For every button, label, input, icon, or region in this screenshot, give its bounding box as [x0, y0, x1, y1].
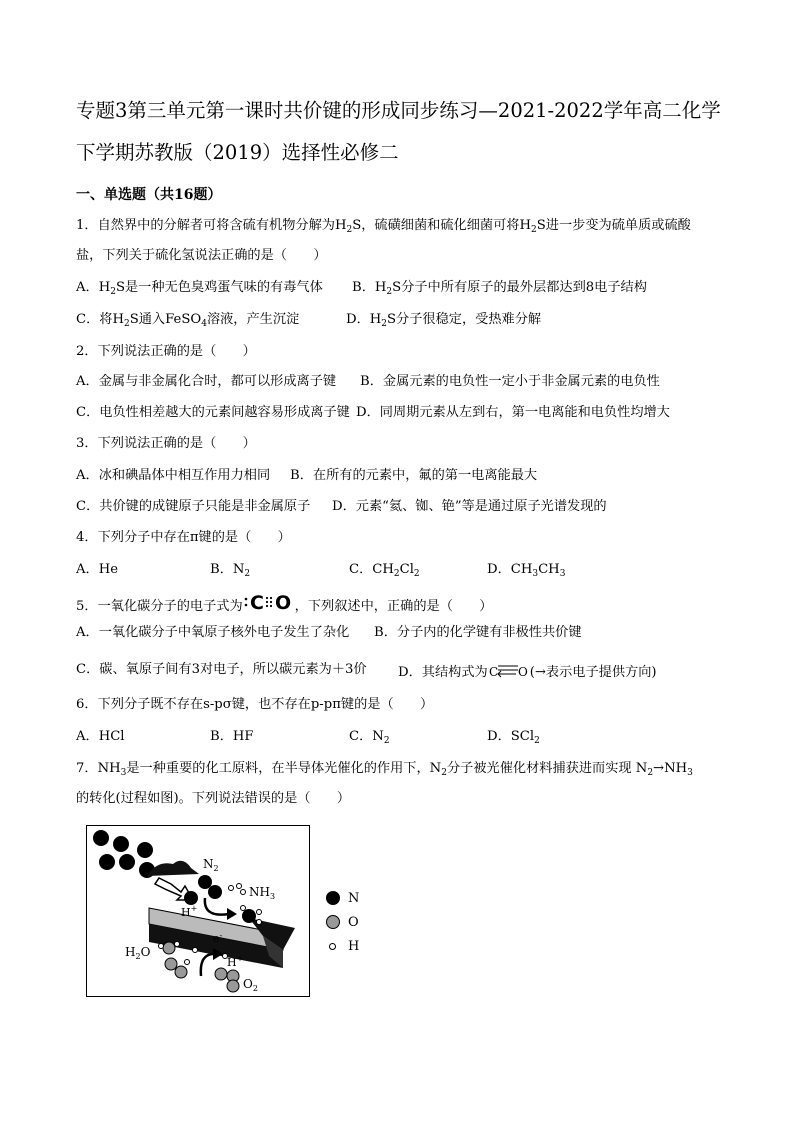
question-2-option-d[interactable]: D．同周期元素从左到右，第一电离能和电负性均增大	[356, 405, 670, 420]
question-3-stem: 3．下列说法正确的是（ ）	[76, 436, 256, 451]
n-atom	[113, 836, 129, 852]
question-3-option-d[interactable]: D．元素“氦、铷、铯”等是通过原子光谱发现的	[332, 499, 607, 514]
question-1-option-c[interactable]: C．将$H_2S$通入FeSO$_4$溶液，产生沉淀	[76, 312, 300, 329]
svg-text:H2O: $H_2O$	[125, 945, 151, 961]
o-atom	[175, 966, 187, 978]
n-atom-icon	[326, 891, 340, 905]
question-1-stem: 1．自然界中的分解者可将含硫有机物分解为$H_2S$，硫磺细菌和硫化细菌可将$H_2S$进一步变为硫单质或硫酸	[76, 218, 691, 235]
o2-atom	[227, 980, 239, 992]
question-1-option-a[interactable]: A．$H_2S$是一种无色臭鸡蛋气味的有毒气体	[76, 280, 323, 297]
legend-h: H	[326, 934, 359, 958]
photocatalysis-figure	[86, 825, 310, 997]
question-4-option-a[interactable]: A．He	[76, 562, 119, 577]
svg-text:NH3: $NH_3$	[249, 885, 276, 901]
n-atom	[93, 830, 109, 846]
o-atom	[165, 958, 177, 970]
question-4-option-d[interactable]: D．$CH_3CH_3$	[487, 562, 566, 579]
question-1-option-d[interactable]: D．$H_2S$分子很稳定，受热难分解	[346, 312, 542, 329]
legend-n: N	[326, 886, 359, 910]
photocatalysis-diagram	[87, 826, 309, 996]
co-lewis-structure	[243, 591, 295, 613]
question-6-option-b[interactable]: B．HF	[210, 729, 254, 744]
figure-legend	[326, 886, 359, 958]
o-atom-icon	[326, 915, 340, 929]
question-7-stem-cont: 的转化(过程如图)。下列说法错误的是（ ）	[76, 791, 351, 806]
document-title: 专题3第三单元第一课时共价键的形成同步练习—2021-2022学年高二化学下学期苏教版（2019）选择性必修二	[76, 99, 721, 164]
svg-text:H+: H+	[227, 954, 244, 969]
n-atom	[184, 891, 198, 905]
question-3-option-b[interactable]: B．在所有的元素中，氟的第一电离能最大	[290, 468, 538, 483]
co-triple-bond-arrow	[488, 660, 530, 680]
question-3-option-a[interactable]: A．冰和碘晶体中相互作用力相同	[76, 468, 271, 483]
co-structure-o: O	[517, 665, 528, 679]
question-1-option-b[interactable]: B．$H_2S$分子中所有原子的最外层都达到8电子结构	[352, 280, 647, 297]
question-3-option-c[interactable]: C．共价键的成键原子只能是非金属原子	[76, 499, 311, 514]
question-5-option-c[interactable]: C．碳、氧原子间有3对电子，所以碳元素为＋3价	[76, 662, 367, 677]
co-electron-formula	[243, 591, 295, 620]
o2-atom	[215, 968, 227, 980]
question-5-option-d[interactable]: D．其结构式为 C O (→表示电子提供方向)	[398, 660, 657, 687]
question-5-stem: 5．一氧化碳分子的电子式为 C O ，下列叙述中，正确的是（ ）	[76, 591, 492, 620]
svg-text:H+: H+	[181, 904, 198, 919]
question-6-stem: 6．下列分子既不存在s-pσ键，也不存在p-pπ键的是（ ）	[76, 697, 434, 712]
question-2-option-a[interactable]: A．金属与非金属化合时，都可以形成离子键	[76, 374, 337, 389]
n2-atom	[198, 875, 212, 889]
capture-material	[147, 861, 199, 876]
question-6-option-c[interactable]: C．$N_2$	[349, 729, 390, 746]
n-atom	[137, 842, 153, 858]
o-atom	[163, 942, 175, 954]
question-4-option-b[interactable]: B．$N_2$	[210, 562, 251, 579]
co-structural-formula	[488, 660, 530, 687]
nh3-n-atom	[242, 909, 256, 923]
section-heading: 一、单选题（共16题）	[76, 187, 222, 203]
co-structure-c: C	[488, 665, 498, 679]
svg-text:O2: $O_2$	[243, 977, 258, 993]
legend-o: O	[326, 910, 359, 934]
question-1-stem-cont: 盐，下列关于硫化氢说法正确的是（ ）	[76, 248, 327, 263]
question-2-option-b[interactable]: B．金属元素的电负性一定小于非金属元素的电负性	[360, 374, 660, 389]
question-2-option-c[interactable]: C．电负性相差越大的元素间越容易形成离子键	[76, 405, 350, 420]
question-7-stem: 7．$NH_3$是一种重要的化工原料，在半导体光催化的作用下，$N_2$分子被光催化材料捕获进而实现 $N_2\to NH_3$	[76, 761, 693, 778]
n-atom	[99, 854, 115, 870]
svg-text:N2: $N_2$	[203, 857, 219, 873]
question-5-option-b[interactable]: B．分子内的化学键有非极性共价键	[374, 625, 582, 640]
n2-atom	[208, 885, 222, 899]
curved-arrow-icon	[205, 898, 229, 915]
svg-text:e-: e-	[213, 931, 223, 945]
question-6-option-a[interactable]: A．HCl	[76, 729, 125, 744]
question-5-option-a[interactable]: A．一氧化碳分子中氧原子核外电子发生了杂化	[76, 625, 350, 640]
h-atom-icon	[329, 943, 336, 950]
co-lewis-o: O	[274, 592, 291, 613]
question-4-option-c[interactable]: C．$CH_2Cl_2$	[349, 562, 420, 579]
n-atom	[119, 854, 135, 870]
question-6-option-d[interactable]: D．SCl$_2$	[487, 729, 540, 746]
question-2-stem: 2．下列说法正确的是（ ）	[76, 344, 256, 359]
question-4-stem: 4．下列分子中存在π键的是（ ）	[76, 530, 291, 545]
co-lewis-c: C	[249, 592, 264, 613]
